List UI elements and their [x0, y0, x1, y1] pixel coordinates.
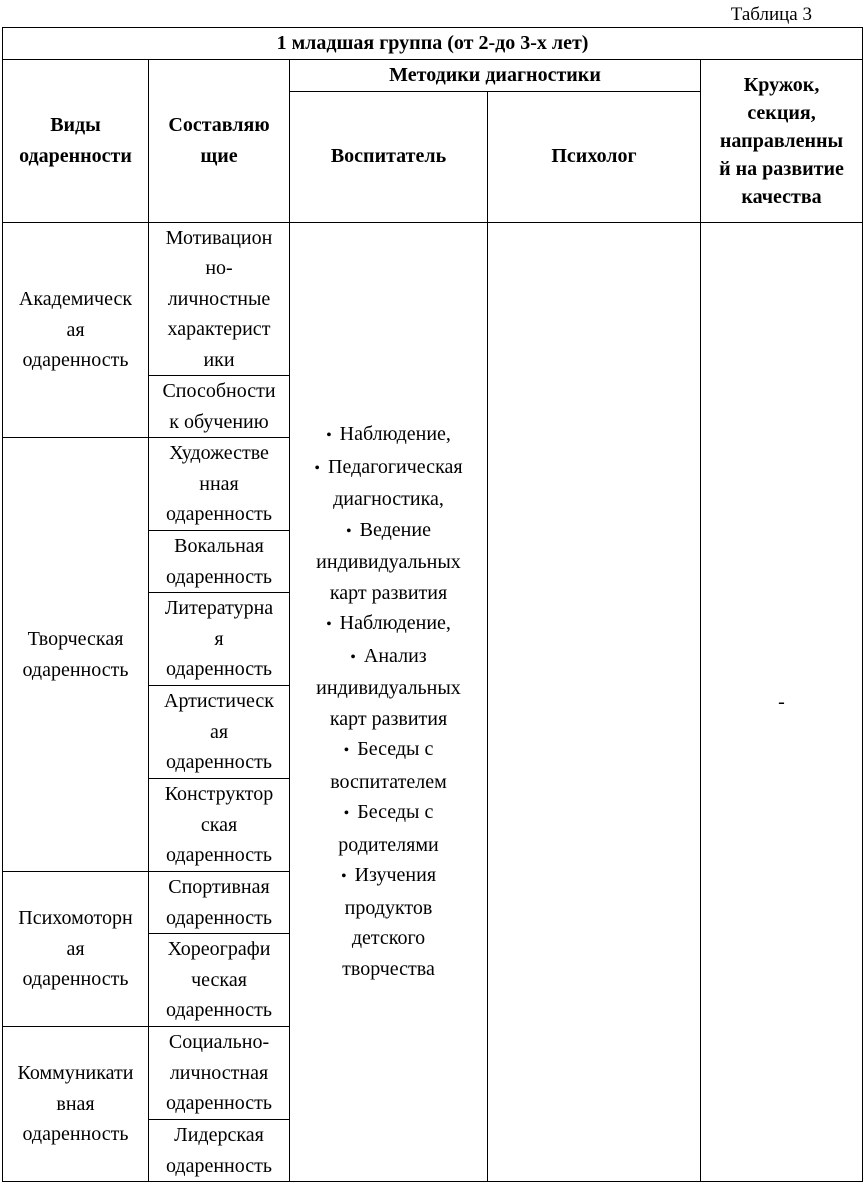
type-psychomotor: [3, 872, 149, 1027]
component-social: [149, 1027, 290, 1120]
type-line: Психомоторн: [18, 907, 133, 930]
method-item: • Ведение: [292, 515, 485, 548]
header-clubs-line: Кружок,: [743, 73, 820, 96]
component-line: Артистическ: [164, 690, 274, 713]
component-line: личностные: [167, 287, 271, 310]
type-line: одаренность: [22, 349, 129, 371]
component-line: одаренность: [166, 1154, 272, 1177]
component-line: Спортивная: [168, 876, 270, 898]
type-line: вная: [56, 1092, 95, 1115]
method-item-cont: карт развития: [329, 707, 448, 730]
type-communicative: [3, 1027, 149, 1182]
type-creative: [3, 438, 149, 872]
component-line: но-: [205, 257, 233, 279]
component-line: одаренность: [166, 844, 272, 867]
component-line: Конструктор: [164, 783, 274, 806]
component-line: личностная: [169, 1061, 269, 1084]
giftedness-table: [2, 27, 863, 1182]
component-artistic: [149, 438, 290, 531]
header-types-line: одаренности: [19, 144, 132, 167]
component-line: Способности: [162, 380, 276, 402]
method-item-cont: родителями: [338, 833, 439, 856]
header-clubs-line: й на развитие: [719, 157, 844, 180]
component-line: ческая: [191, 968, 247, 991]
component-line: одаренность: [166, 751, 272, 774]
method-item-cont: карт развития: [329, 581, 448, 604]
method-item-cont: воспитателем: [330, 770, 447, 793]
clubs-dash: -: [701, 222, 863, 1182]
component-acting: [149, 686, 290, 779]
type-line: одаренность: [22, 968, 129, 991]
component-learning: [149, 376, 290, 438]
method-item: • Наблюдение,: [292, 419, 485, 452]
type-line: ая: [66, 937, 85, 960]
component-line: одаренность: [166, 999, 272, 1022]
component-motivational: [149, 222, 290, 376]
method-item: • Педагогическая: [292, 452, 485, 485]
method-item-cont: продуктов: [344, 896, 433, 919]
type-line: ая: [66, 318, 85, 341]
header-clubs-line: направленны: [719, 129, 844, 152]
component-line: Лидерская: [174, 1124, 264, 1146]
method-item-cont: диагностика,: [333, 488, 444, 511]
type-academic: [3, 222, 149, 438]
component-line: характерист: [167, 318, 271, 340]
component-literary: [149, 593, 290, 686]
component-line: ая: [209, 720, 229, 743]
header-clubs-line: секция,: [747, 101, 816, 124]
component-line: одаренность: [166, 503, 272, 526]
header-methods: Методики диагностики: [290, 60, 701, 92]
component-line: одаренность: [166, 906, 272, 929]
component-leadership: [149, 1120, 290, 1182]
type-line: Творческая: [27, 628, 124, 650]
method-item-cont: индивидуальных: [316, 551, 461, 574]
header-types-line: Виды: [50, 114, 101, 137]
method-item-cont: индивидуальных: [316, 677, 461, 700]
header-components: [149, 60, 290, 223]
header-types: [3, 60, 149, 223]
component-line: ики: [203, 348, 235, 371]
method-item: • Анализ: [292, 641, 485, 674]
psychologist-methods-empty: [488, 222, 701, 1182]
component-choreographic: [149, 934, 290, 1027]
method-item-cont: детского: [351, 927, 426, 950]
component-line: я: [214, 627, 224, 650]
component-line: одаренность: [166, 1092, 272, 1115]
method-item: • Беседы с: [292, 797, 485, 830]
component-vocal: [149, 531, 290, 593]
component-constructive: [149, 779, 290, 872]
educator-methods-list: [292, 419, 485, 984]
component-line: одаренность: [166, 658, 272, 681]
component-line: Художестве: [169, 442, 269, 465]
group-title: 1 младшая группа (от 2-до 3-х лет): [3, 28, 863, 60]
method-item: • Изучения: [292, 860, 485, 893]
type-line: одаренность: [22, 658, 129, 681]
header-components-line: Составляю: [168, 114, 270, 137]
type-line: одаренность: [22, 1123, 129, 1146]
component-line: Мотивацион: [165, 226, 273, 249]
component-line: ская: [200, 813, 238, 836]
component-sport: [149, 872, 290, 934]
method-item: • Беседы с: [292, 734, 485, 767]
header-clubs-line: качества: [741, 185, 822, 208]
method-item-cont: творчества: [342, 957, 435, 980]
header-clubs: [701, 60, 863, 223]
type-line: Коммуникати: [17, 1062, 134, 1085]
component-line: Вокальная: [174, 535, 264, 557]
header-components-line: щие: [200, 144, 238, 167]
component-line: одаренность: [166, 565, 272, 588]
type-line: Академическ: [18, 288, 133, 310]
educator-methods: [290, 222, 488, 1182]
header-educator: Воспитатель: [290, 91, 488, 222]
component-line: нная: [199, 472, 239, 495]
method-item: • Наблюдение,: [292, 608, 485, 641]
component-line: Хореографи: [167, 938, 271, 961]
component-line: Социально-: [168, 1031, 270, 1054]
header-psychologist: Психолог: [488, 91, 701, 222]
component-line: к обучению: [169, 410, 269, 433]
caption: Таблица 3: [730, 4, 812, 25]
component-line: Литературна: [164, 597, 274, 620]
